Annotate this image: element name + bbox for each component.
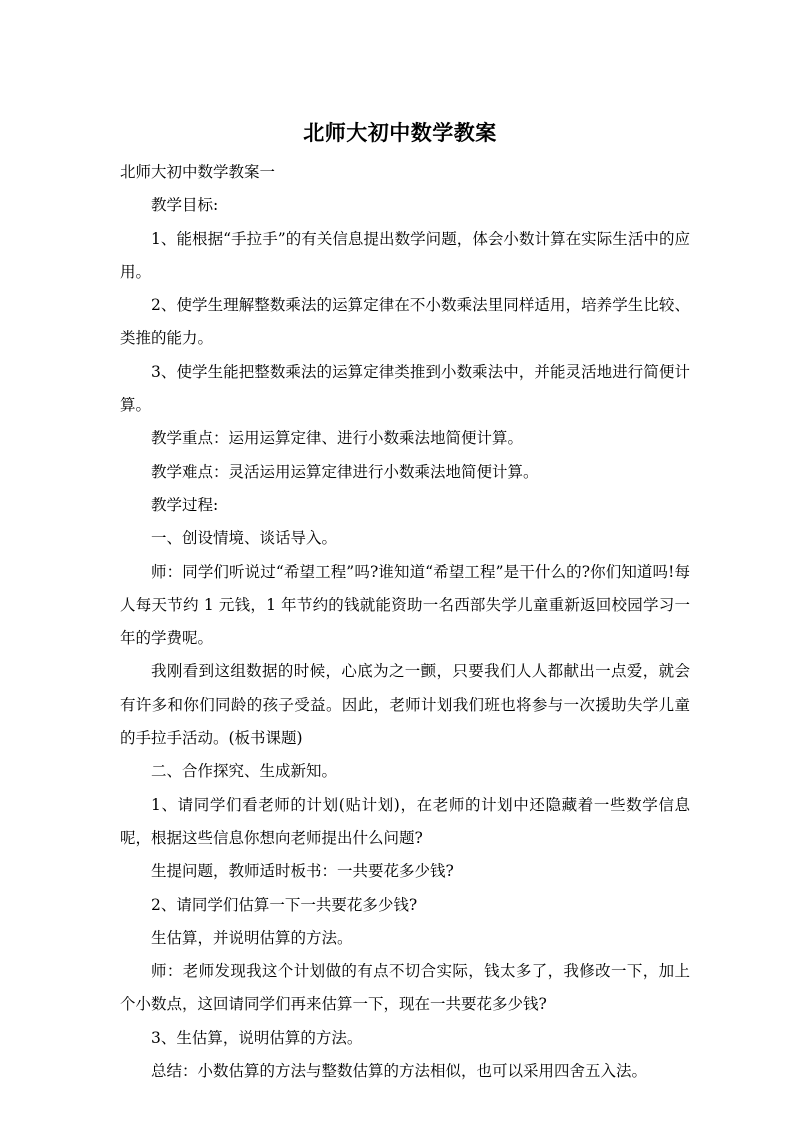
paragraph-student-estimate: 生估算，并说明估算的方法。	[151, 928, 353, 947]
paragraph-step-1: 1、请同学们看老师的计划(贴计划)，在老师的计划中还隐藏着一些数学信息呢，根据这些信息你想向老师提出什么问题?	[120, 795, 690, 847]
paragraph-goal-3: 3、使学生能把整数乘法的运算定律类推到小数乘法中，并能灵活地进行简便计算。	[120, 362, 690, 415]
paragraph-teacher-plan: 我刚看到这组数据的时候，心底为之一颤，只要我们人人都献出一点爱，就会有许多和你们同龄的孩子受益。因此，老师计划我们班也将参与一次援助失学儿童的手拉手活动。(板书课题)	[120, 662, 690, 748]
paragraph-summary: 总结：小数估算的方法与整数估算的方法相似，也可以采用四舍五入法。	[151, 1062, 648, 1081]
paragraph-teacher-intro: 师：同学们听说过“希望工程”吗?谁知道“希望工程”是干什么的?你们知道吗!每人每天节约 1 元钱，1 年节约的钱就能资助一名西部失学儿童重新返回校园学习一年的学费呢。	[120, 562, 690, 648]
paragraph-goal-1: 1、能根据“手拉手”的有关信息提出数学问题，体会小数计算在实际生活中的应用。	[120, 229, 690, 281]
paragraph-teacher-revise: 师：老师发现我这个计划做的有点不切合实际，钱太多了，我修改一下，加上个小数点，这回请同学们再来估算一下，现在一共要花多少钱?	[120, 962, 690, 1014]
paragraph-step-2: 2、请同学们估算一下一共要花多少钱?	[151, 895, 418, 914]
paragraph-teaching-goals: 教学目标:	[151, 196, 219, 215]
document-subtitle: 北师大初中数学教案一	[120, 163, 276, 181]
paragraph-section-1: 一、创设情境、谈话导入。	[151, 529, 338, 548]
paragraph-difficult-point: 教学难点：灵活运用运算定律进行小数乘法地简便计算。	[151, 462, 539, 481]
paragraph-teaching-process: 教学过程:	[151, 495, 219, 514]
paragraph-key-point: 教学重点：运用运算定律、进行小数乘法地简便计算。	[151, 429, 524, 448]
paragraph-step-3: 3、生估算，说明估算的方法。	[151, 1028, 363, 1047]
document-title: 北师大初中数学教案	[303, 121, 497, 145]
paragraph-goal-2: 2、使学生理解整数乘法的运算定律在不小数乘法里同样适用，培养学生比较、类推的能力。	[120, 296, 690, 348]
paragraph-student-question: 生提问题，教师适时板书：一共要花多少钱?	[151, 862, 454, 881]
document-body	[120, 156, 690, 1088]
paragraph-section-2: 二、合作探究、生成新知。	[151, 762, 338, 781]
